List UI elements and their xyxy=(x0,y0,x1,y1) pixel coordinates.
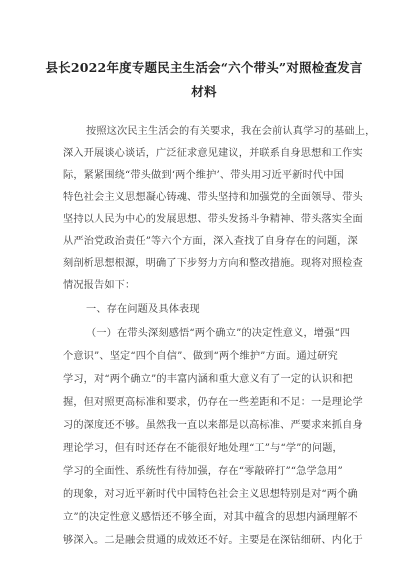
body-line: 立”的决定性意义感悟还不够全面，对其中蕴含的思想内涵理解不 xyxy=(63,512,358,523)
body-line: 理论学习，但有时还存在不能很好地处理“工”与“学”的问题， xyxy=(63,443,343,454)
body-line: 学习的全面性、系统性有待加强，存在“零敲碎打”“急学急用” xyxy=(63,466,343,477)
body-line: 际，紧紧围绕“带头做到‘两个维护’、带头用习近平新时代中国 xyxy=(63,170,344,181)
body-line: 习的深度还不够。虽然我一直以来都是以高标准、严要求来抓自身 xyxy=(63,420,363,431)
body-line: 深入开展谈心谈话，广泛征求意见建议，并联系自身思想和工作实 xyxy=(63,148,363,159)
body-line: 按照这次民主生活会的有关要求，我在会前认真学习的基础上， xyxy=(86,126,376,137)
body-line: 够深入。二是融会贯通的成效还不好。主要是在深钻细研、内化于 xyxy=(63,535,363,546)
body-line: 刻剖析思想根源，明确了下步努力方向和整改措施。现将对照检查 xyxy=(63,258,363,269)
body-line: 握，但对照更高标准和要求，仍存在一些差距和不足：一是理论学 xyxy=(63,397,363,408)
body-line: 从严治党政治责任”等六个方面，深入查找了自身存在的问题，深 xyxy=(63,236,358,247)
document-title-line-2: 材料 xyxy=(191,84,217,99)
body-line: 个意识”、坚定“四个自信”、做到“两个维护”方面。通过研究 xyxy=(63,351,338,362)
section-heading: 一、存在问题及具体表现 xyxy=(86,304,200,315)
body-line: 情况报告如下： xyxy=(63,280,136,291)
body-line: 的现象，对习近平新时代中国特色社会主义思想特别是对“两个确 xyxy=(63,489,358,500)
body-line: 学习，对“两个确立”的丰富内涵和重大意义有了一定的认识和把 xyxy=(63,374,353,385)
document-title-line-1: 县长2022年度专题民主生活会“六个带头”对照检查发言 xyxy=(45,60,363,75)
body-line: 坚持以人民为中心的发展思想、带头发扬斗争精神、带头落实全面 xyxy=(63,214,363,225)
body-line: （一）在带头深刻感悟“两个确立”的决定性意义，增强“四 xyxy=(86,328,351,339)
body-line: 特色社会主义思想凝心铸魂、带头坚持和加强党的全面领导、带头 xyxy=(63,192,363,203)
